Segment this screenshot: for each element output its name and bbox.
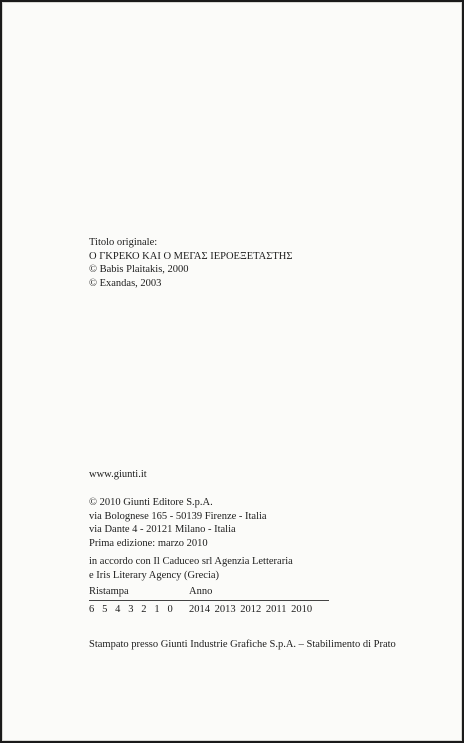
ristampa-label: Ristampa — [89, 586, 129, 597]
website-url: www.giunti.it — [89, 469, 147, 480]
agreement-line-2: e Iris Literary Agency (Grecia) — [89, 569, 220, 581]
agreement-block — [89, 555, 293, 582]
printer-line: Stampato presso Giunti Industrie Grafiche S.p.A. – Stabilimento di Prato — [89, 639, 396, 650]
website-block — [89, 468, 147, 482]
ristampa-values: 6 5 4 3 2 1 0 — [89, 604, 176, 615]
reprint-values-row — [89, 604, 329, 622]
publisher-block — [89, 496, 267, 550]
agreement-line-1: in accordo con Il Caduceo srl Agenzia Letteraria — [89, 556, 293, 567]
publisher-address-florence: via Bolognese 165 - 50139 Firenze - Italia — [89, 510, 267, 522]
anno-label: Anno — [189, 586, 213, 597]
reprint-header-row — [89, 586, 329, 601]
publisher-address-milan: via Dante 4 - 20121 Milano - Italia — [89, 524, 236, 535]
reprint-table — [89, 586, 329, 622]
exandas-copyright: © Exandas, 2003 — [89, 277, 162, 289]
original-title: Ο ΓΚΡΕΚΟ ΚΑΙ Ο ΜΕΓΑΣ ΙΕΡΟΕΞΕΤΑΣΤΗΣ — [89, 250, 293, 262]
copyright-page — [2, 2, 462, 741]
original-title-label: Titolo originale: — [89, 237, 158, 248]
anno-values: 2014 2013 2012 2011 2010 — [189, 604, 313, 615]
publisher-copyright: © 2010 Giunti Editore S.p.A. — [89, 497, 213, 508]
original-title-block — [89, 236, 292, 290]
author-copyright: © Babis Plaitakis, 2000 — [89, 264, 189, 275]
first-edition: Prima edizione: marzo 2010 — [89, 537, 208, 549]
